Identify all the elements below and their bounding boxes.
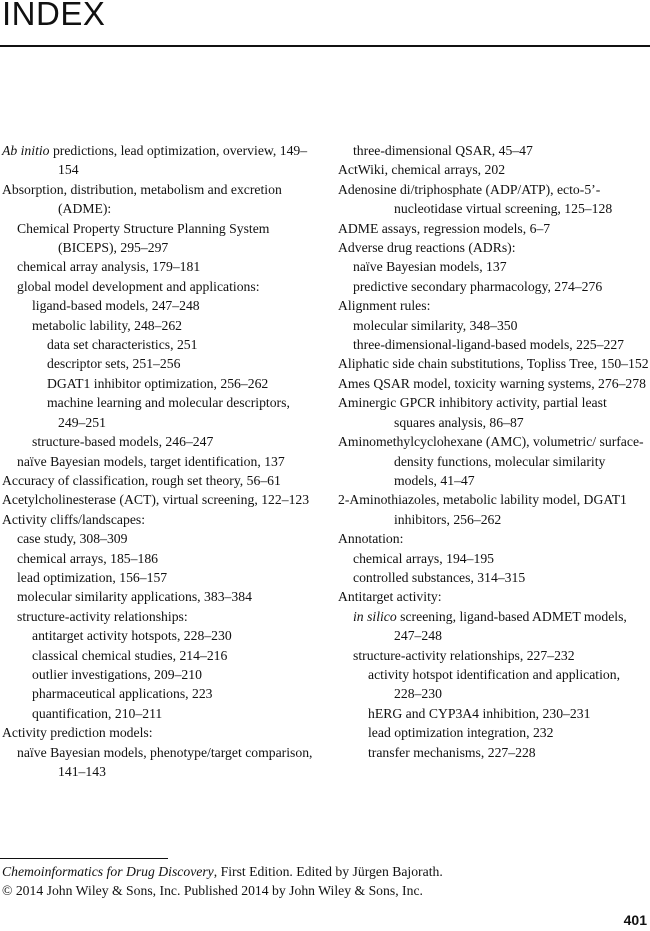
index-entry <box>338 646 650 665</box>
index-entry-text: antitarget activity hotspots, 228–230 <box>32 628 232 644</box>
index-entry-text: chemical arrays, 185–186 <box>17 550 159 566</box>
index-entry <box>338 316 650 335</box>
index-entry-text: quantification, 210–211 <box>32 705 163 721</box>
index-entry <box>338 704 650 723</box>
index-entry-text: activity hotspot identification and application, 228–230 <box>368 666 621 702</box>
index-entry-text: Aminergic GPCR inhibitory activity, partial least squares analysis, 86–87 <box>338 395 607 430</box>
index-entry <box>2 607 320 626</box>
index-entry-text: metabolic lability, 248–262 <box>32 317 183 333</box>
index-entry-text: Chemical Property Structure Planning System (BICEPS), 295–297 <box>17 220 270 256</box>
index-column-right <box>338 141 650 762</box>
index-entry-text: chemical arrays, 194–195 <box>353 550 495 566</box>
index-entry <box>338 296 650 315</box>
index-entry <box>2 452 320 471</box>
index-entry <box>2 277 320 296</box>
index-entry-text: machine learning and molecular descriptors, 249–251 <box>47 395 290 430</box>
index-entry <box>2 549 320 568</box>
index-entry-text: Activity cliffs/landscapes: <box>2 511 146 527</box>
index-entry <box>338 568 650 587</box>
index-entry-text: three-dimensional-ligand-based models, 225–227 <box>353 337 625 353</box>
index-entry-italic-term: in silico <box>353 608 397 624</box>
title-divider <box>0 45 650 47</box>
index-entry-text: data set characteristics, 251 <box>47 337 198 353</box>
index-entry <box>338 587 650 606</box>
index-entry <box>338 238 650 257</box>
index-entry <box>338 277 650 296</box>
index-entry <box>2 646 320 665</box>
index-entry-text: controlled substances, 314–315 <box>353 569 526 585</box>
index-entry <box>2 743 320 782</box>
index-entry-italic-term: Ab initio <box>2 143 50 158</box>
index-entry-text: Antitarget activity: <box>338 589 442 605</box>
index-entry-text: predictions, lead optimization, overview, 149–154 <box>49 143 308 178</box>
index-entry-text: global model development and applications: <box>17 278 260 294</box>
index-entry <box>2 354 320 373</box>
index-entry <box>338 180 650 219</box>
index-entry <box>338 743 650 762</box>
index-entry-text: hERG and CYP3A4 inhibition, 230–231 <box>368 705 591 721</box>
page-number: 401 <box>623 912 647 928</box>
index-entry <box>338 141 650 160</box>
index-entry-text: Aliphatic side chain substitutions, Topliss Tree, 150–152 <box>338 356 649 372</box>
index-entry-text: naïve Bayesian models, 137 <box>353 259 507 275</box>
index-entry-text: structure-activity relationships: <box>17 608 188 624</box>
index-entry <box>2 723 320 742</box>
index-entry-text: Absorption, distribution, metabolism and excretion (ADME): <box>2 181 282 217</box>
index-entry-text: pharmaceutical applications, 223 <box>32 686 213 702</box>
index-entry <box>2 704 320 723</box>
index-entry-text: lead optimization integration, 232 <box>368 725 554 741</box>
index-entry-text: structure-based models, 246–247 <box>32 434 214 450</box>
index-entry <box>338 723 650 742</box>
index-entry <box>2 257 320 276</box>
index-entry <box>2 587 320 606</box>
index-entry <box>338 160 650 179</box>
index-entry-text: predictive secondary pharmacology, 274–276 <box>353 278 603 294</box>
index-entry-text: Annotation: <box>338 531 404 547</box>
index-entry-text: naïve Bayesian models, target identification, 137 <box>17 453 285 469</box>
footnote-divider <box>0 858 168 859</box>
index-entry <box>2 471 320 490</box>
index-entry <box>338 549 650 568</box>
index-column-left <box>2 141 320 781</box>
index-entry-text: classical chemical studies, 214–216 <box>32 647 228 663</box>
index-entry <box>338 374 650 393</box>
index-entry-text: ADME assays, regression models, 6–7 <box>338 220 551 236</box>
index-entry-text: outlier investigations, 209–210 <box>32 666 202 682</box>
index-entry-text: three-dimensional QSAR, 45–47 <box>353 143 533 158</box>
index-entry-text: DGAT1 inhibitor optimization, 256–262 <box>47 375 269 391</box>
index-entry <box>2 510 320 529</box>
index-entry <box>2 296 320 315</box>
index-entry-text: Alignment rules: <box>338 298 431 314</box>
index-entry-text: screening, ligand-based ADMET models, 247–248 <box>394 608 627 644</box>
index-entry-text: molecular similarity, 348–350 <box>353 317 518 333</box>
index-entry <box>338 665 650 704</box>
index-entry-text: structure-activity relationships, 227–232 <box>353 647 575 663</box>
index-entry-text: Acetylcholinesterase (ACT), virtual screening, 122–123 <box>2 492 310 508</box>
index-entry <box>338 490 650 529</box>
edition-editor: , First Edition. Edited by Jürgen Bajorath. <box>213 864 443 879</box>
index-entry-text: ligand-based models, 247–248 <box>32 298 200 314</box>
footer-line-2: © 2014 John Wiley & Sons, Inc. Published 2014 by John Wiley & Sons, Inc. <box>2 883 423 898</box>
book-title: Chemoinformatics for Drug Discovery <box>2 864 214 879</box>
index-entry <box>338 607 650 646</box>
index-entry-text: Adverse drug reactions (ADRs): <box>338 240 516 256</box>
index-entry-text: naïve Bayesian models, phenotype/target comparison, 141–143 <box>17 744 313 779</box>
index-entry <box>338 257 650 276</box>
index-entry-text: Accuracy of classification, rough set theory, 56–61 <box>2 472 281 488</box>
index-entry <box>2 432 320 451</box>
page-title: INDEX <box>2 0 106 32</box>
index-entry <box>338 219 650 238</box>
index-entry <box>2 684 320 703</box>
index-entry <box>2 141 320 180</box>
index-entry-text: lead optimization, 156–157 <box>17 569 168 585</box>
index-entry <box>2 316 320 335</box>
index-entry <box>338 432 650 490</box>
index-entry <box>2 490 320 509</box>
index-entry <box>2 219 320 258</box>
footer-line-1 <box>2 862 443 881</box>
index-entry-text: descriptor sets, 251–256 <box>47 356 181 372</box>
index-entry <box>2 568 320 587</box>
index-entry-text: 2-Aminothiazoles, metabolic lability model, DGAT1 inhibitors, 256–262 <box>338 492 627 527</box>
index-entry-text: Ames QSAR model, toxicity warning systems, 276–278 <box>338 375 646 391</box>
index-entry <box>338 354 650 373</box>
index-entry <box>2 665 320 684</box>
index-entry-text: case study, 308–309 <box>17 531 128 547</box>
index-entry-text: Aminomethylcyclohexane (AMC), volumetric/ surface-density functions, molecular similarity models, 41–47 <box>338 434 644 488</box>
index-entry-text: transfer mechanisms, 227–228 <box>368 744 536 760</box>
index-entry <box>2 529 320 548</box>
index-entry-text: chemical array analysis, 179–181 <box>17 259 201 275</box>
index-entry-text: Adenosine di/triphosphate (ADP/ATP), ecto-5’-nucleotidase virtual screening, 125–128 <box>338 181 613 217</box>
index-entry <box>338 335 650 354</box>
index-entry-text: molecular similarity applications, 383–384 <box>17 589 252 605</box>
copyright-footer <box>2 862 443 900</box>
index-entry <box>2 374 320 393</box>
index-entry <box>338 529 650 548</box>
index-entry-text: Activity prediction models: <box>2 725 153 741</box>
index-entry <box>2 335 320 354</box>
index-entry <box>2 626 320 645</box>
index-entry-text: ActWiki, chemical arrays, 202 <box>338 162 506 178</box>
index-entry <box>338 393 650 432</box>
index-entry <box>2 393 320 432</box>
index-entry <box>2 180 320 219</box>
